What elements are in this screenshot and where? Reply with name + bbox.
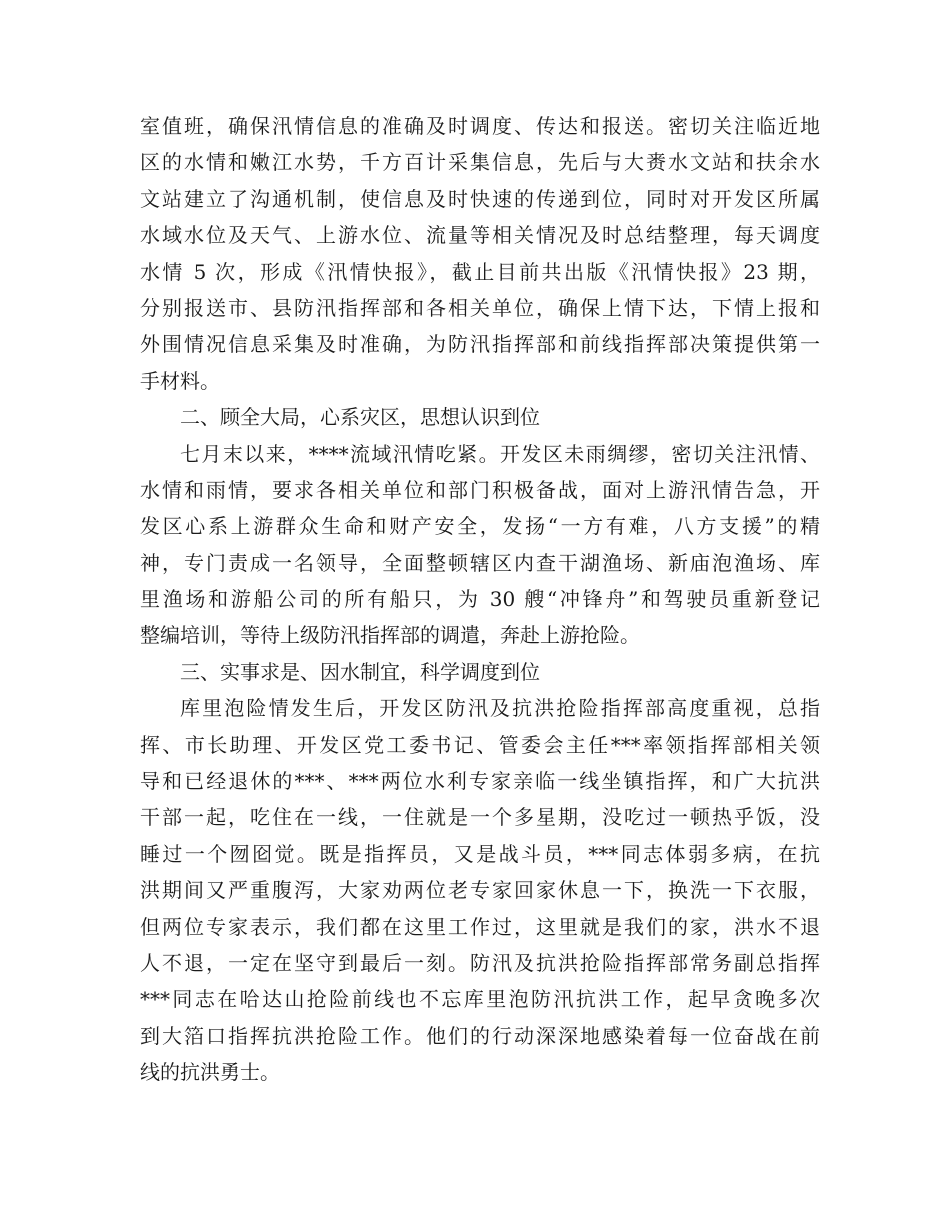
text-line: 文站建立了沟通机制，使信息及时快速的传递到位，同时对开发区所属 [140,186,820,211]
text-line: 人不退，一定在坚守到最后一刻。防汛及抗洪抢险指挥部常务副总指挥 [140,950,820,975]
text-line: 区的水情和嫩江水势，千方百计采集信息，先后与大赉水文站和扶余水 [140,150,820,175]
text-line: 分别报送市、县防汛指挥部和各相关单位，确保上情下达，下情上报和 [140,295,820,320]
text-line: 库里泡险情发生后，开发区防汛及抗洪抢险指挥部高度重视，总指 [180,696,820,721]
text-line: 室值班，确保汛情信息的准确及时调度、传达和报送。密切关注临近地 [140,114,820,138]
text-line: 导和已经退休的***、***两位水利专家亲临一线坐镇指挥，和广大抗洪 [140,769,820,794]
text-line: ***同志在哈达山抢险前线也不忘库里泡防汛抗洪工作，起早贪晚多次 [140,987,820,1012]
section-heading: 二、顾全大局，心系灾区，思想认识到位 [180,405,540,430]
text-line: 洪期间又严重腹泻，大家劝两位老专家回家休息一下，换洗一下衣服， [140,878,820,903]
text-line: 水情 5 次，形成《汛情快报》，截止目前共出版《汛情快报》23 期， [140,259,820,284]
section-heading: 三、实事求是、因水制宜，科学调度到位 [180,659,540,684]
text-line: 里渔场和游船公司的所有船只，为 30 艘“冲锋舟”和驾驶员重新登记 [140,587,820,612]
text-line: 七月末以来，****流域汛情吃紧。开发区未雨绸缪，密切关注汛情、 [180,441,820,466]
text-line: 挥、市长助理、开发区党工委书记、管委会主任***率领指挥部相关领 [140,732,820,757]
text-line: 干部一起，吃住在一线，一住就是一个多星期，没吃过一顿热乎饭，没 [140,805,820,830]
document-body [140,108,820,1091]
text-line: 线的抗洪勇士。 [140,1060,280,1085]
text-line: 整编培训，等待上级防汛指挥部的调遣，奔赴上游抢险。 [140,623,640,648]
document-page [140,108,820,1091]
text-line: 到大箔口指挥抗洪抢险工作。他们的行动深深地感染着每一位奋战在前 [140,1023,820,1048]
text-line: 发区心系上游群众生命和财产安全，发扬“一方有难，八方支援”的精 [140,514,820,539]
text-line: 水域水位及天气、上游水位、流量等相关情况及时总结整理，每天调度 [140,223,820,248]
text-line: 但两位专家表示，我们都在这里工作过，这里就是我们的家，洪水不退 [140,914,820,939]
text-line: 神，专门责成一名领导，全面整顿辖区内查干湖渔场、新庙泡渔场、库 [140,550,820,575]
text-line: 手材料。 [140,368,220,393]
text-line: 睡过一个囫囵觉。既是指挥员，又是战斗员，***同志体弱多病，在抗 [140,841,820,866]
text-line: 外围情况信息采集及时准确，为防汛指挥部和前线指挥部决策提供第一 [140,332,820,357]
text-line: 水情和雨情，要求各相关单位和部门积极备战，面对上游汛情告急，开 [140,477,820,502]
